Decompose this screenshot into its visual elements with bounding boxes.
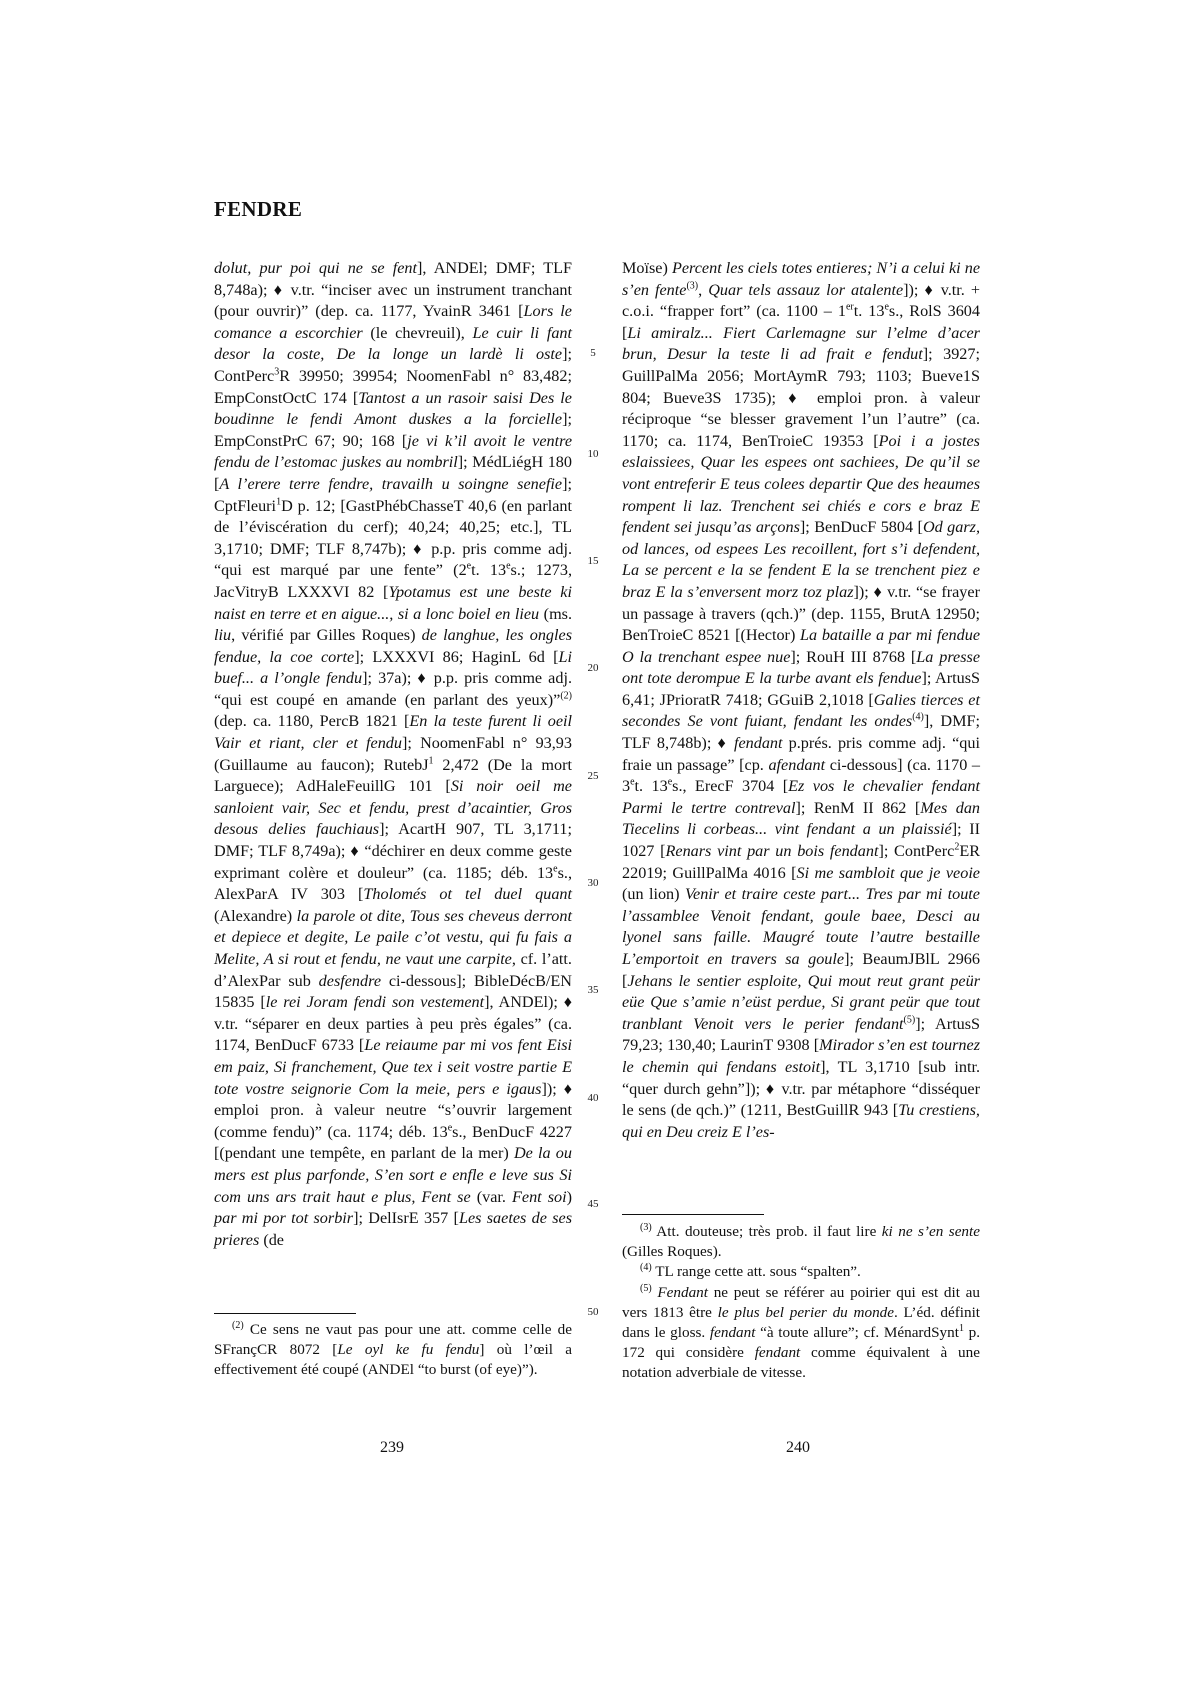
line-number: 50: [587, 1306, 599, 1318]
footnote-rule-left: [214, 1313, 356, 1314]
right-column: [622, 258, 980, 1143]
page-number-left: 239: [380, 1439, 404, 1456]
line-number: 25: [587, 770, 599, 782]
right-column-text: Moïse) Percent les ciels totes entieres; N’i a celui ki ne s’en fente$^{(3)}$, Quar tels assauz lor atalente]); ♦ v.tr. + c.o.i. “frapper fort” (ca. 1100 – 1ert. 13es., RolS 3604 [Li amiralz... Fiert Carlemagne sur l’elme d’acer brun, Desur la teste li ad frait e fendut]; 3927; GuillPalMa 2056; MortAymR 793; 1103; Bueve1S 804; Bueve3S 1735); ♦ emploi pron. à valeur réciproque “se blesser gravement l’un l’autre” (ca. 1170; ca. 1174, BenTroieC 19353 [Poi i a jostes eslaissiees, Quar les espees ont sachiees, De qu’il se vont entreferir E teus colees departir Que des heaumes rompent li laz. Trenchent sei chiés e cors e braz E fendent sei jusqu’as arçons]; BenDucF 5804 [Od garz, od lances, od espees Les recoillent, fort s’i defendent, La se percent e la se fendent E la se trenchent piez e braz E la s’enversent morz toz plaz]); ♦ v.tr. “se frayer un passage à travers (qch.)” (dep. 1155, BrutA 12950; BenTroieC 8521 [(Hector) La bataille a par mi fendue O la trenchant espee nue]; RouH III 8768 [La presse ont tote derompue E la turbe avant els fendue]; ArtusS 6,41; JPrioratR 7418; GGuiB 2,1018 [Galies tierces et secondes Se vont fuiant, fendant les ondes$^{(4)}$], DMF; TLF 8,748b); ♦ fendant p.prés. pris comme adj. “qui fraie un passage” [cp. afendant ci-dessous] (ca. 1170 – 3et. 13es., ErecF 3704 [Ez vos le chevalier fendant Parmi le tertre contreval]; RenM II 862 [Mes dan Tiecelins li corbeas... vint fendant a un plaissié]; II 1027 [Renars vint par un bois fendant]; ContPerc$^2$ER 22019; GuillPalMa 4016 [Si me sambloit que je veoie (un lion) Venir et traire ceste part... Tres par mi toute l’assamblee Venoit fendant, goule baee, Desci au lyonel sans faille. Maugré toute l’autre bestaille L’emportoit en travers sa goule]; BeaumJBlL 2966 [Jehans le sentier esploite, Qui mout reut grant peür eüe Que s’amie n’eüst perdue, Si grant peür que tout tranblant Venoit vers le perier fendant$^{(5)}$]; ArtusS 79,23; 130,40; LaurinT 9308 [Mirador s’en est tournez le chemin qui fendans estoit], TL 3,1710 [sub intr. “quer durch gehn”]); ♦ v.tr. par métaphore “disséquer le sens (de qch.)” (1211, BestGuillR 943 [Tu crestiens, qui en Deu creiz E l’es-: [622, 259, 981, 1141]
page-number-right: 240: [786, 1439, 810, 1456]
line-number: 30: [587, 877, 599, 889]
footnote-3: $^{(3)}$ Att. douteuse; très prob. il faut lire ki ne s’en sente (Gilles Roques).: [622, 1221, 980, 1261]
line-number: 15: [587, 555, 599, 567]
line-number: 35: [587, 984, 599, 996]
footnote-rule-right: [622, 1214, 764, 1215]
footnote-5: $^{(5)}$ Fendant ne peut se référer au poirier qui est dit au vers 1813 être le plus bel perier du monde. L’éd. définit dans le gloss. fendant “à toute allure”; cf. MénardSynt$^1$ p. 172 qui considère fendant comme équivalent à une notation adverbiale de vitesse.: [622, 1282, 981, 1382]
footnotes-right: [622, 1222, 980, 1384]
line-number: 5: [590, 347, 596, 359]
line-number: 45: [587, 1198, 599, 1210]
footnote-4: $^{(4)}$ TL range cette att. sous “spalten”.: [640, 1262, 861, 1281]
footnotes-left: [214, 1320, 572, 1381]
line-number: 40: [587, 1092, 599, 1104]
line-number: 20: [587, 662, 599, 674]
left-column: [214, 258, 572, 1251]
line-number: 10: [587, 448, 599, 460]
footnote-2: $^{(2)}$ Ce sens ne vaut pas pour une att. comme celle de SFrançCR 8072 [Le oyl ke fu fendu] où l’œil a effectivement été coupé (ANDEl “to burst (of eye)”).: [214, 1319, 573, 1379]
headword: FENDRE: [214, 197, 303, 221]
left-column-text: dolut, pur poi qui ne se fent], ANDEl; DMF; TLF 8,748a); ♦ v.tr. “inciser avec un instrument tranchant (pour ouvrir)” (dep. ca. 1177, YvainR 3461 [Lors le comance a escorchier (le chevreuil), Le cuir li fant desor la coste, De la longe un lardè li oste]; ContPerc$^3$R 39950; 39954; NoomenFabl n° 83,482; EmpConstOctC 174 [Tantost a un rasoir saisi Des le boudinne le fendi Amont duskes a la forcielle]; EmpConstPrC 67; 90; 168 [je vi k’il avoit le ventre fendu de l’estomac juskes au nombril]; MédLiégH 180 [A l’erere terre fendre, travailh u soingne senefie]; CptFleuri$^1$D p. 12; [GastPhébChasseT 40,6 (en parlant de l’éviscération du cerf); 40,24; 40,25; etc.], TL 3,1710; DMF; TLF 8,747b); ♦ p.p. pris comme adj. “qui est marqué par une fente” (2et. 13es.; 1273, JacVitryB LXXXVI 82 [Ypotamus est une beste ki naist en terre et en aigue..., si a lonc boiel en lieu (ms. liu, vérifié par Gilles Roques) de langhue, les ongles fendue, la coe corte]; LXXXVI 86; HaginL 6d [Li buef... a l’ongle fendu]; 37a); ♦ p.p. pris comme adj. “qui est coupé en amande (en parlant des yeux)”$^{(2)}$ (dep. ca. 1180, PercB 1821 [En la teste furent li oeil Vair et riant, cler et fendu]; NoomenFabl n° 93,93 (Guillaume au faucon); RutebJ$^1$ 2,472 (De la mort Larguece); AdHaleFeuillG 101 [Si noir oeil me sanloient vair, Sec et fendu, prest d’acaintier, Gros desous delies fauchiaus]; AcartH 907, TL 3,1711; DMF; TLF 8,749a); ♦ “déchirer en deux comme geste exprimant colère et douleur” (ca. 1185; déb. 13es., AlexParA IV 303 [Tholomés ot tel duel quant (Alexandre) la parole ot dite, Tous ses cheveus derront et depiece et degite, Le paile c’ot vestu, qui fu fais a Melite, A si rout et fendu, ne vaut une carpite, cf. l’att. d’AlexPar sub desfendre ci-dessous]; BibleDécB/EN 15835 [le rei Joram fendi son vestement], ANDEl); ♦ v.tr. “séparer en deux parties à peu près égales” (ca. 1174, BenDucF 6733 [Le reiaume par mi vos fent Eisi em paiz, Si franchement, Que tex i seit vostre partie E tote vostre seignorie Com la meie, pers e igaus]); ♦ emploi pron. à valeur neutre “s’ouvrir largement (comme fendu)” (ca. 1174; déb. 13es., BenDucF 4227 [(pendant une tempête, en parlant de la mer) De la ou mers est plus parfonde, S’en sort e enfle e leve sus Si com uns ars trait haut e plus, Fent se (var. Fent soi) par mi por tot sorbir]; DelIsrE 357 [Les saetes de ses prieres (de: [214, 259, 573, 1249]
